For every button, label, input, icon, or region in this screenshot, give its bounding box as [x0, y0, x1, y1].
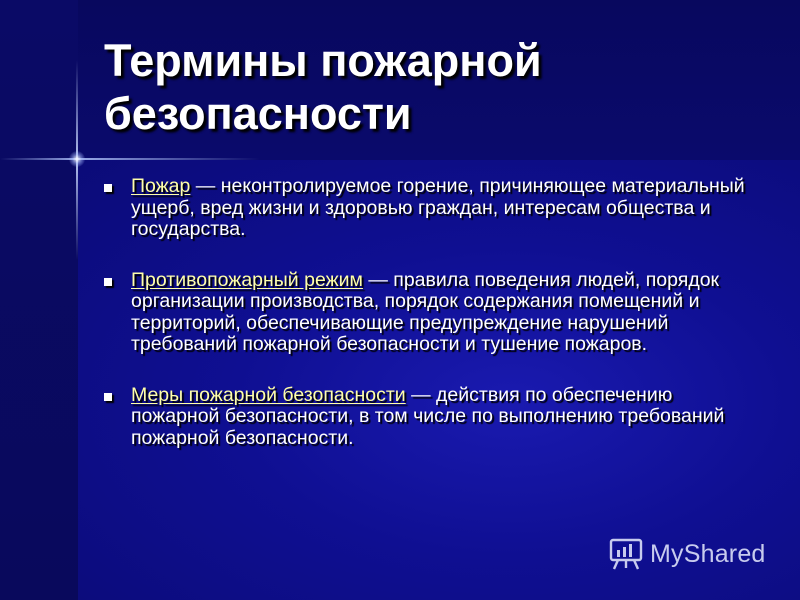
myshared-watermark: [608, 536, 766, 572]
light-flare-center: [69, 151, 85, 167]
light-flare-horizontal: [0, 158, 260, 160]
square-bullet-icon: [104, 184, 112, 192]
term-link-fire-regime[interactable]: Противопожарный режим: [131, 268, 363, 291]
square-bullet-icon: [104, 278, 112, 286]
definition-item-safety-measures: [104, 385, 754, 450]
definition-text-fire: — неконтролируемое горение, причиняющее материальный ущерб, вред жизни и здоровью граждан, интересам общества и государства.: [131, 175, 745, 240]
definition-text-fire-regime: — правила поведения людей, порядок организации производства, порядок содержания помещений и территорий, обеспечивающие предупреждение нарушений требований пожарной безопасности и тушение пожаров.: [131, 268, 720, 355]
definition-text-safety-measures: — действия по обеспечению пожарной безопасности, в том числе по выполнению требований пожарной безопасности.: [131, 383, 725, 449]
square-bullet-icon: [104, 393, 112, 401]
presentation-board-icon: [608, 537, 644, 571]
term-link-safety-measures[interactable]: Меры пожарной безопасности: [131, 383, 406, 406]
watermark-text: MyShared: [650, 539, 766, 568]
definitions-list: [104, 176, 754, 449]
slide-title: Термины пожарной безопасности: [104, 35, 542, 139]
definition-item-fire: [104, 176, 754, 241]
definition-item-fire-regime: [104, 270, 754, 356]
term-link-fire[interactable]: Пожар: [131, 175, 191, 197]
left-band: [0, 0, 78, 600]
